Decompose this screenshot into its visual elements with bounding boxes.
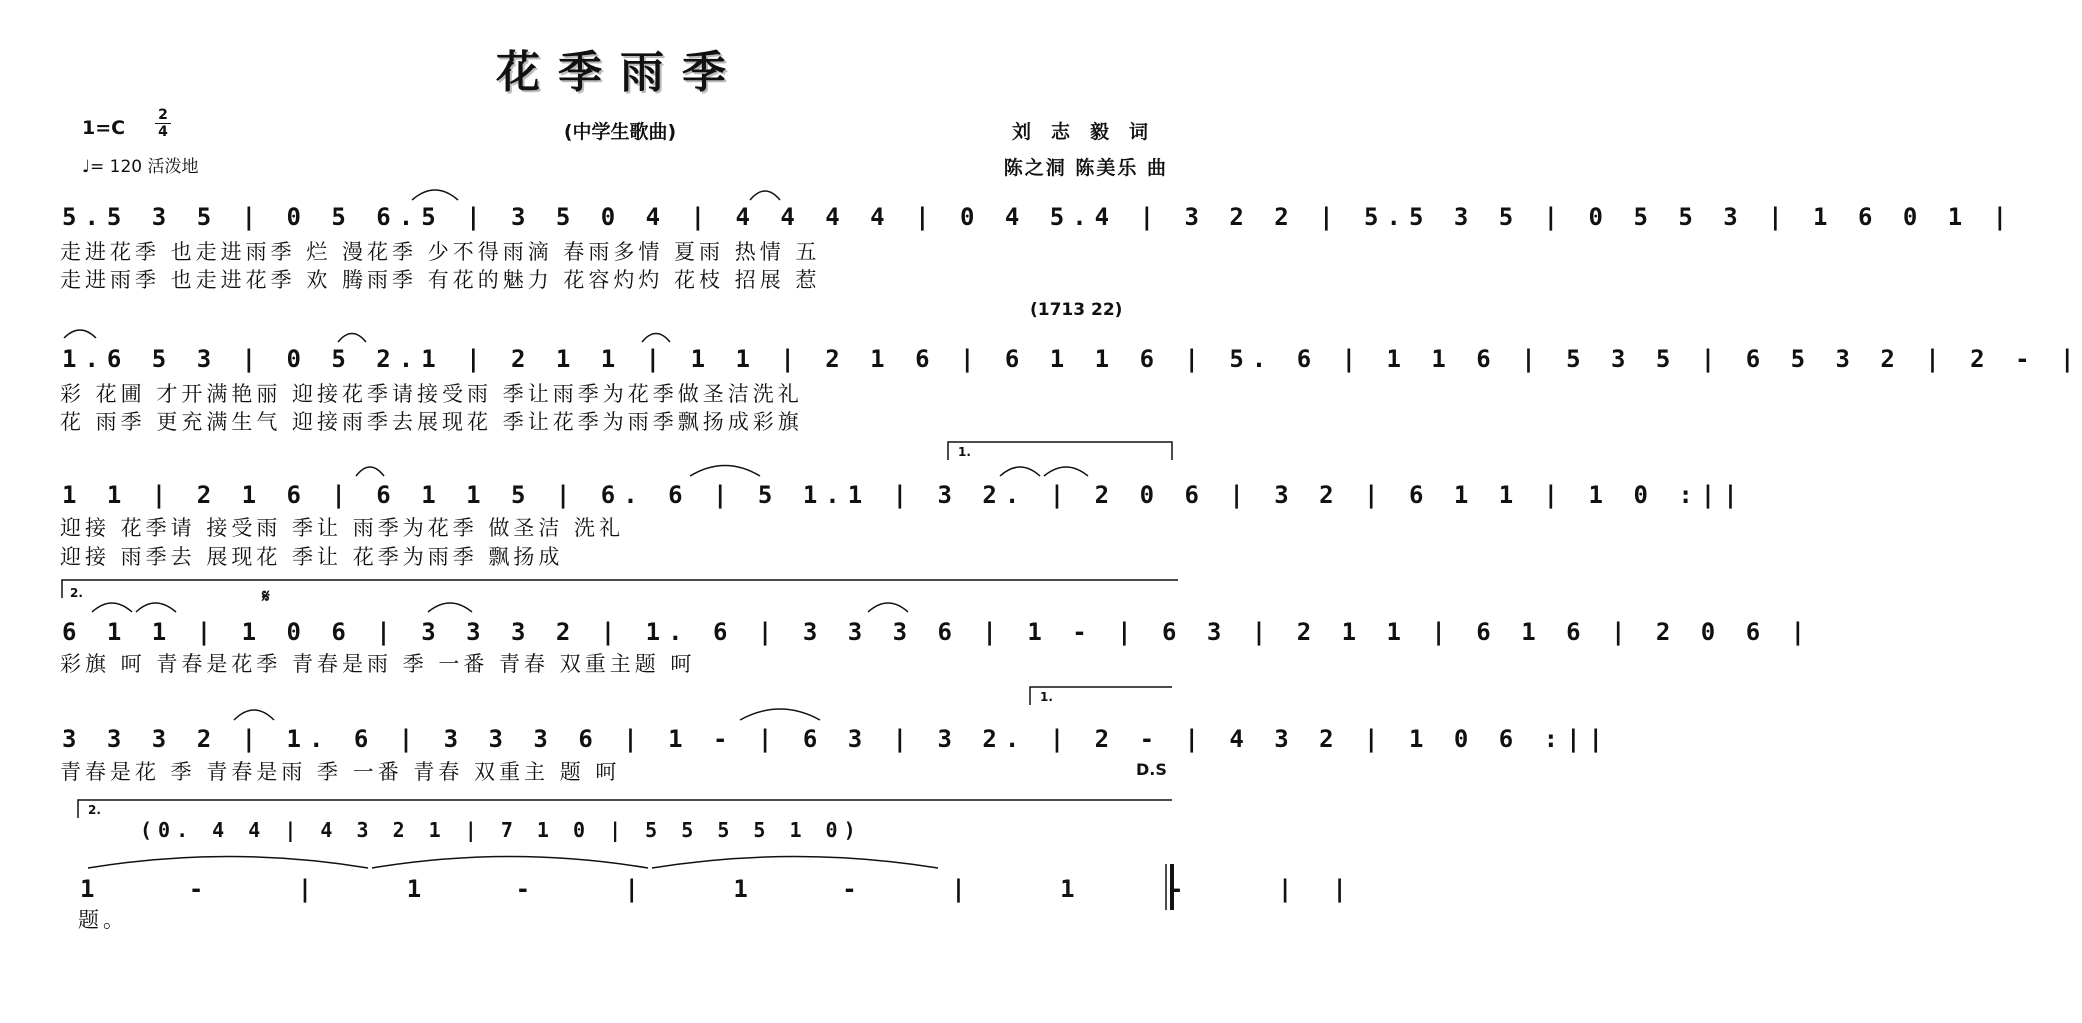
volta-bracket-2 [62, 580, 1178, 598]
lyric-line-3b: 迎接 雨季去 展现花 季让 花季为雨季 飘扬成 [60, 545, 564, 569]
notation-line-5: 3 3 3 2 | 1. 6 | 3 3 3 6 | 1 - | 6 3 | 3 2. | 2 - | 4 3 2 | 1 0 6 :|| [62, 725, 1611, 753]
song-title: 花季雨季 [496, 47, 744, 98]
slur [428, 603, 472, 612]
slur [750, 191, 780, 200]
slur [1044, 467, 1088, 476]
tempo-marking: ♩= 120 活泼地 [82, 157, 199, 177]
lyric-line-2a: 彩 花圃 才开满艳丽 迎接花季请接受雨 季让雨季为花季做圣洁洗礼 [60, 382, 803, 406]
time-signature-bottom: 4 [158, 124, 168, 140]
notation-line-3: 1 1 | 2 1 6 | 6 1 1 5 | 6. 6 | 5 1.1 | 3 2. | 2 0 6 | 3 2 | 6 1 1 | 1 0 :|| [62, 481, 1746, 509]
song-subtitle: (中学生歌曲) [563, 121, 677, 143]
slur [652, 857, 938, 869]
slur [1000, 467, 1040, 476]
slur [92, 603, 132, 612]
volta-first-ending: 1. [958, 445, 971, 459]
slur [740, 709, 820, 720]
notation-line-6: 1 - | 1 - | 1 - | 1 - || [80, 875, 1387, 903]
lyric-line-5: 青春是花 季 青春是雨 季 一番 青春 双重主 题 呵 [60, 760, 621, 784]
lyric-line-1a: 走进花季 也走进雨季 烂 漫花季 少不得雨滴 春雨多情 夏雨 热情 五 [60, 240, 821, 264]
segno-sign: 𝄋 [262, 586, 270, 607]
volta-second-ending-2: 2. [88, 803, 101, 817]
volta-bracket-4 [78, 800, 1172, 818]
lyric-line-1b: 走进雨季 也走进花季 欢 腾雨季 有花的魅力 花容灼灼 花枝 招展 惹 [60, 268, 821, 292]
lyric-line-3a: 迎接 花季请 接受雨 季让 雨季为花季 做圣洁 洗礼 [60, 516, 625, 540]
slur [642, 334, 670, 343]
slur [690, 466, 760, 477]
notation-line-4: 6 1 1 | 1 0 6 | 3 3 3 2 | 1. 6 | 3 3 3 6 | 1 - | 6 3 | 2 1 1 | 6 1 6 | 2 0 6 | [62, 618, 1814, 646]
slur [136, 603, 176, 612]
slur [234, 710, 274, 720]
instrumental-line: (0. 4 4 | 4 3 2 1 | 7 1 0 | 5 5 5 5 1 0) [140, 818, 862, 842]
slur [88, 857, 368, 869]
volta-first-ending-2: 1. [1040, 690, 1053, 704]
composer-credit: 陈之洞 陈美乐 曲 [1003, 157, 1168, 179]
volta-bracket-1 [948, 442, 1172, 460]
dal-segno-mark: D.S [1136, 760, 1167, 779]
slur [412, 190, 458, 200]
lyric-line-4: 彩旗 呵 青春是花季 青春是雨 季 一番 青春 双重主题 呵 [60, 652, 696, 676]
lyric-line-2b: 花 雨季 更充满生气 迎接雨季去展现花 季让花季为雨季飘扬成彩旗 [60, 410, 803, 434]
slur [338, 334, 366, 343]
slur [868, 603, 908, 612]
slur [64, 330, 96, 338]
bracket-notes: (1713 22) [1030, 300, 1123, 320]
lyric-line-6: 题。 [78, 908, 128, 932]
slur [356, 467, 384, 476]
lyricist-credit: 刘志毅词 [1011, 121, 1168, 143]
slur [372, 857, 648, 869]
time-signature [155, 108, 171, 139]
time-signature-top: 2 [158, 107, 168, 123]
volta-second-ending: 2. [70, 586, 83, 600]
key-signature: 1=C [82, 117, 126, 139]
notation-line-2: 1.6 5 3 | 0 5 2.1 | 2 1 1 | 1 1 | 2 1 6 | 6 1 1 6 | 5. 6 | 1 1 6 | 5 3 5 | 6 5 3 2 | 2 - | [62, 345, 2082, 373]
notation-line-1: 5.5 3 5 | 0 5 6.5 | 3 5 0 4 | 4 4 4 4 | 0 4 5.4 | 3 2 2 | 5.5 3 5 | 0 5 5 3 | 1 6 0 1 | [62, 203, 2016, 231]
